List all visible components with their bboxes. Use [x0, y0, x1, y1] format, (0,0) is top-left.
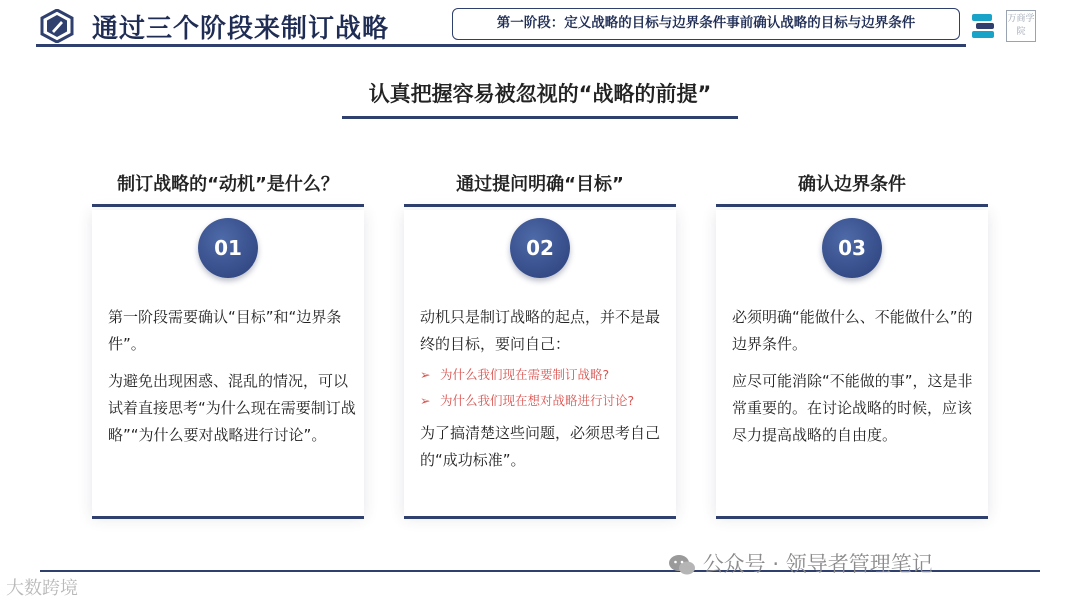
bullet-text: 为什么我们现在想对战略进行讨论?	[440, 393, 635, 408]
column-2-bottom-line	[404, 516, 676, 519]
column-3-body	[732, 304, 984, 459]
list-item	[420, 362, 672, 388]
step-number-03: 03	[822, 218, 882, 278]
page-title: 通过三个阶段来制订战略	[92, 14, 390, 44]
column-3-heading: 确认边界条件	[798, 174, 906, 195]
pencil-doc-icon	[40, 9, 74, 43]
column-3-paragraph-1: 必须明确“能做什么、不能做什么”的边界条件。	[732, 308, 973, 353]
wechat-account-name: 公众号 · 领导者管理笔记	[702, 552, 933, 576]
bullet-text: 为什么我们现在需要制订战略?	[440, 367, 610, 382]
header-divider	[36, 44, 966, 47]
column-3-paragraph-2: 应尽可能消除“不能做的事”，这是非常重要的。在讨论战略的时候，应该尽力提高战略的自由度。	[732, 372, 973, 444]
column-3-bottom-line	[716, 516, 988, 519]
chevron-right-icon: ➢	[420, 367, 431, 382]
column-2-heading: 通过提问明确“目标”	[456, 174, 624, 195]
column-2-divider	[404, 204, 676, 207]
step-number-02: 02	[510, 218, 570, 278]
wechat-watermark	[668, 548, 933, 578]
slide-header	[0, 0, 1080, 52]
breadcrumb: 第一阶段：定义战略的目标与边界条件事前确认战略的目标与边界条件	[452, 8, 960, 40]
column-1-paragraph-2: 为避免出现困惑、混乱的情况，可以试着直接思考“为什么现在需要制订战略”“为什么要对战略进行讨论”。	[108, 372, 356, 444]
column-1-bottom-line	[92, 516, 364, 519]
wechat-icon	[668, 554, 696, 576]
column-1-paragraph-1: 第一阶段需要确认“目标”和“边界条件”。	[108, 308, 342, 353]
step-number-01: 01	[198, 218, 258, 278]
source-watermark: 大数跨境	[6, 578, 78, 599]
brand-b-icon	[970, 12, 1000, 40]
column-1-heading: 制订战略的“动机”是什么？	[117, 174, 339, 195]
section-subtitle: 认真把握容易被忽视的“战略的前提”	[368, 82, 712, 106]
column-2-outro: 为了搞清楚这些问题，必须思考自己的“成功标准”。	[420, 424, 661, 469]
column-1-body	[108, 304, 360, 459]
brand-stamp: 万商学院	[1006, 10, 1036, 42]
chevron-right-icon: ➢	[420, 393, 431, 408]
column-2-body	[420, 304, 672, 484]
column-2-intro: 动机只是制订战略的起点，并不是最终的目标，要问自己：	[420, 308, 661, 353]
list-item	[420, 388, 672, 414]
column-3-divider	[716, 204, 988, 207]
column-1-divider	[92, 204, 364, 207]
subtitle-underline	[342, 116, 738, 119]
